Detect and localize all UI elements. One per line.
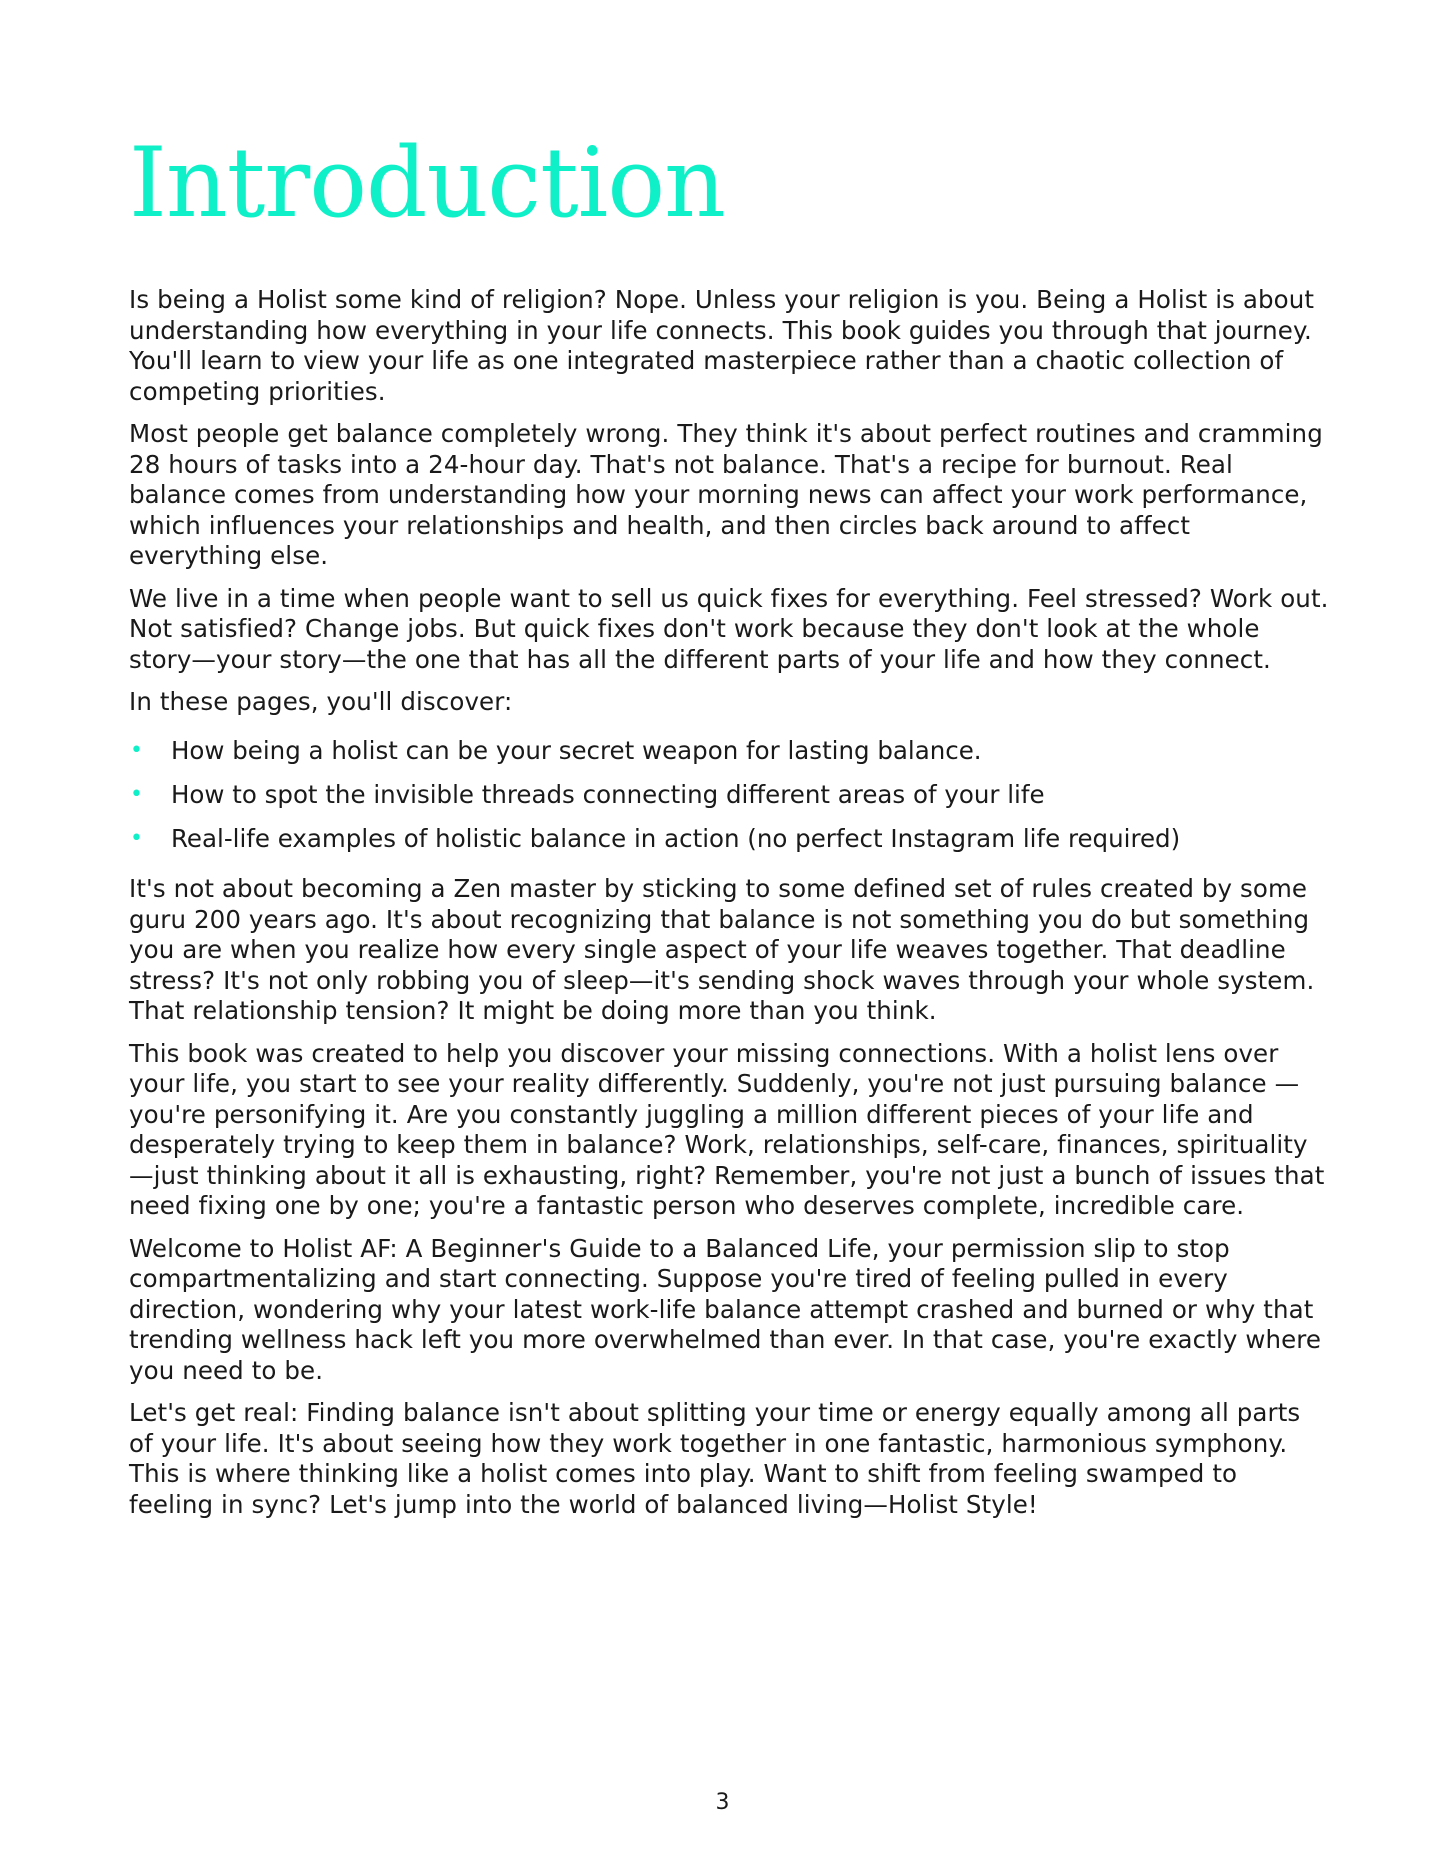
bullet-icon: • bbox=[130, 737, 143, 763]
body-paragraph: We live in a time when people want to sell us quick fixes for everything. Feel stressed? Work out. Not satisfied? Change jobs. But quick fixes don't work because they don't look at the whole story—your story—the one that has all the different parts of your life and how they connect. bbox=[129, 583, 1329, 674]
body-paragraph: Welcome to Holist AF: A Beginner's Guide to a Balanced Life, your permission slip to stop compartmentalizing and start connecting. Suppose you're tired of feeling pulled in every direction, wondering why your latest work-life balance attempt crashed and burned or why that trending wellness hack left you more overwhelmed than ever. In that case, you're exactly where you need to be. bbox=[129, 1233, 1322, 1385]
closing-paragraph: Let's get real: Finding balance isn't about splitting your time or energy equally among all parts of your life. It's about seeing how they work together in one fantastic, harmonious symphony. This is where thinking like a holist comes into play. Want to shift from feeling swamped to feeling in sync? Let's jump into the world of balanced living—Holist Style! bbox=[129, 1398, 1301, 1519]
body-paragraph: Most people get balance completely wrong. They think it's about perfect routines and cramming 28 hours of tasks into a 24-hour day. That's not balance. That's a recipe for burnout. Real balance comes from understanding how your morning news can affect your work performance, which influences your relationships and health, and then circles back around to affect everything else. bbox=[129, 419, 1323, 570]
page-title: Introduction bbox=[129, 127, 725, 239]
list-item bbox=[129, 824, 1329, 855]
list-lead-in: In these pages, you'll discover: bbox=[129, 687, 513, 716]
bullet-icon: • bbox=[130, 825, 143, 851]
body-content bbox=[129, 285, 1329, 1532]
bullet-icon: • bbox=[130, 781, 143, 807]
list-item-text: How being a holist can be your secret weapon for lasting balance. bbox=[171, 735, 982, 765]
list-item bbox=[129, 736, 1329, 767]
intro-paragraph: Is being a Holist some kind of religion? Nope. Unless your religion is you. Being a Holist is about understanding how everything in your life connects. This book guides you through that journey. You'll learn to view your life as one integrated masterpiece rather than a chaotic collection of competing priorities. bbox=[129, 285, 1315, 406]
body-paragraph: It's not about becoming a Zen master by sticking to some defined set of rules created by some guru 200 years ago. It's about recognizing that balance is not something you do but something you are when you realize how every single aspect of your life weaves together. That deadline stress? It's not only robbing you of sleep—it's sending shock waves through your whole system. That relationship tension? It might be doing more than you think. bbox=[129, 874, 1315, 1025]
list-item-text: How to spot the invisible threads connecting different areas of your life bbox=[171, 779, 1045, 809]
list-item-text: Real-life examples of holistic balance in action (no perfect Instagram life required) bbox=[171, 823, 1181, 853]
discover-list bbox=[129, 736, 1329, 855]
list-item bbox=[129, 780, 1329, 811]
body-paragraph: This book was created to help you discover your missing connections. With a holist lens over your life, you start to see your reality differently. Suddenly, you're not just pursuing balance — you're personifying it. Are you constantly juggling a million different pieces of your life and desperately trying to keep them in balance? Work, relationships, self-care, finances, spirituality—just thinking about it all is exhausting, right? Remember, you're not just a bunch of issues that need fixing one by one; you're a fantastic person who deserves complete, incredible care. bbox=[129, 1038, 1325, 1220]
page-number: 3 bbox=[715, 1790, 730, 1815]
